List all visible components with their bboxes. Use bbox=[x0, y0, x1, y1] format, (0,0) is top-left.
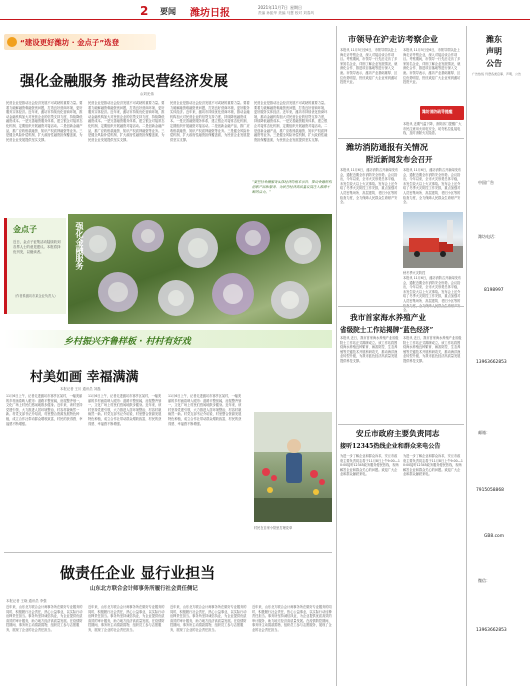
right-article-4-title: 我市首家海水养殖产业 bbox=[350, 313, 426, 322]
sidebar-entry-value-7: GB8.com bbox=[484, 534, 504, 539]
sidebar-entry-label-2: 潍坊电话： bbox=[478, 234, 498, 239]
sidebar-brand-1: 潍东 bbox=[486, 34, 502, 44]
sidebar-entry-label-5: 邮箱： bbox=[478, 430, 490, 435]
right-divider-3 bbox=[338, 424, 464, 425]
right-article-1-title: 市领导在沪走访考察企业 bbox=[348, 34, 439, 44]
rural-revitalization-band bbox=[4, 330, 332, 348]
right-divider-1 bbox=[338, 138, 464, 139]
editor-line: 责编 孙振华 美编 马慧 校对 刘春风 bbox=[258, 11, 315, 15]
right-article-3-body-c: 本报讯 11月6日，潍坊消防召开新闻发布会，通报近期全市消防安全形势。会议指出，今年以来，全市火灾形势总体平稳，未发生较大以上火灾事故。发布会上还介绍了冬季火灾防控工作安排，重点加强对人员密集场所、高层建筑、老旧小区等的 全。 bbox=[403, 276, 462, 313]
right-article-3-body-b: 本报讯 11月6日，潍坊消防召开新闻发布会，通报近期全市消防安全形势。会议指出，今年以来，全市火灾形势总体平稳，未发生较大以上火灾事故。发布会上还介绍了冬季火灾防控工作安排，重点加强对人员密集场所、高层建筑、老旧小区等的检查力度，全力保障人民群众生命财产安全。 bbox=[403, 168, 462, 205]
right-article-4-subtitle: 省级院士工作站揭牌“蓝色经济” bbox=[340, 326, 434, 334]
lead-article-body-col2: 民营企业是推动社会经济发展不可或缺的重要力量。要着力破解融资难融资贵问题，打造良好营商环境，更好服务实体经济。近年来，潍坊市持续优化营商环境，推动金融机构加大对民营企业的信贷支持力度，持续降低融资成本。一是完善融资服务体系，建立银企对接常态化机制，定期组织开展融资对接活动。二是创新金融产品，推广应收账款融资、知识产权质押融资等业务。三是健全风险补偿机制，扩大政府性融资担保覆盖面，为民营企业发展提供坚实支撑。 bbox=[88, 101, 165, 142]
right-article-5-title: 安丘市政府主要负责同志 bbox=[356, 429, 440, 438]
issue-date: 2021年11月7日 bbox=[258, 5, 288, 10]
lead-article-byline: ◎刘光伟 bbox=[140, 92, 154, 96]
bottom-article-subtitle: 山东北方联合会计师事务所履行社会责任侧记 bbox=[90, 586, 198, 592]
sidebar-entry-value-9: 13963662853 bbox=[476, 628, 507, 633]
column-divider-left bbox=[336, 26, 337, 686]
golden-idea-icon bbox=[7, 37, 17, 47]
villager-illustration bbox=[254, 412, 332, 522]
sidebar-brand-3: 公告 bbox=[486, 58, 502, 68]
rural-band-text: 乡村振兴齐鲁样板 · 村村有好戏 bbox=[64, 337, 191, 347]
right-divider-2 bbox=[338, 306, 464, 307]
village-photo-caption: 村民在自家小院里打理花草 bbox=[254, 526, 293, 530]
lead-article-quote: “要坚持金融服务实体经济的根本宗旨，推动金融机构创新产品和服务，为民营经济高质量发展注入源源不断的活力。” bbox=[252, 180, 332, 194]
photo-overlay-caption: 强化金融服务 bbox=[75, 222, 84, 270]
right-article-3-body-a: 本报讯 11月6日，潍坊消防召开新闻发布会，通报近期全市消防安全形势。会议指出，今年以来，全市火灾形势总体平稳，未发生较大以上火灾事故。发布会上还介绍了冬季火灾防控工作安排，重点加强对人员密集场所、高层建筑、老旧小区等的检查力度，全力保障人民群众生命财产安全。 bbox=[340, 168, 399, 205]
lead-article-title: 强化金融服务 推动民营经济发展 bbox=[20, 73, 229, 90]
right-article-2-body: 本报讯 近期气温下降，消防部门提醒广大市民注意用火用电安全，切勿私拉乱接电线，及时消除火灾隐患。 bbox=[403, 122, 462, 136]
paper-name: 潍坊日报 bbox=[190, 8, 230, 19]
bottom-article-body-col2: 近年来，山东北方联合会计师事务所在做好专业服务的同时，积极履行社会责任，热心公益事业，以实际行动诠释责任担当。事务所坚持诚信执业，为企业提供优质高效的审计服务，助力地方经济高质量发展。在疫情防控期间，事务所主动捐款捐物，组织员工参与志愿服务，展现了企业的社会责任担当。 bbox=[88, 605, 165, 632]
sidebar-entry-value-3: 8198997 bbox=[484, 288, 504, 293]
village-article-body-col1: 11月6日上午，记者走进潍坊市寒亭区某村，一幅美丽的乡村画卷映入眼帘：道路平整宽阔，房屋整齐划一，文化广场上村民们悠闲地散步健身。近年来，该村坚持党建引领，大力推进人居环境整治，村容村貌焕然一新。村党支部书记介绍说，村里整合资源发展特色种植，成立合作社带动群众增收致富，村民的获得感、幸福感不断增强。 bbox=[6, 394, 83, 426]
cabbage-illustration bbox=[68, 214, 332, 324]
bottom-article-byline: 本报记者 王晓 通讯员 李强 bbox=[6, 599, 47, 603]
right-article-5-body-a: 为进一步了解企业和群众诉求，安丘市政府主要负责同志将于11月8日上午9:00—10:00接听12345政务服务便民热线，现场解答企业和群众关心的问题。欢迎广大企业和群众踊跃来电。 bbox=[340, 454, 400, 477]
ornamental-cabbage-photo bbox=[68, 214, 332, 324]
right-article-5-subtitle: 接听12345热线企业和群众来电公告 bbox=[340, 443, 441, 450]
golden-idea-box-text: 近日，金点子征集活动陆续收到各界人士的意见建议。本报将择优刊发，以飨读者。 bbox=[13, 240, 61, 254]
sidebar-brand-2: 声明 bbox=[486, 46, 502, 56]
bottom-article-body-col4: 近年来，山东北方联合会计师事务所在做好专业服务的同时，积极履行社会责任，热心公益事业，以实际行动诠释责任担当。事务所坚持诚信执业，为企业提供优质高效的审计服务，助力地方经济高质量发展。在疫情防控期间，事务所主动捐款捐物，组织员工参与志愿服务，展现了企业的社会责任担当。 bbox=[252, 605, 332, 632]
page-number: 2 bbox=[140, 4, 149, 18]
bottom-article-title: 做责任企业 显行业担当 bbox=[60, 564, 216, 582]
village-article-title: 村美如画 幸福满满 bbox=[30, 370, 139, 385]
sidebar-entry-value-4: 13963662853 bbox=[476, 360, 507, 365]
lead-article-body-col4: 民营企业是推动社会经济发展不可或缺的重要力量。要着力破解融资难融资贵问题，打造良好营商环境，更好服务实体经济。近年来，潍坊市持续优化营商环境，推动金融机构加大对民营企业的信贷支持力度，持续降低融资成本。一是完善融资服务体系，建立银企对接常态化机制，定期组织开展融资对接活动。二是创新金融产品，推广应收账款融资、知识产权质押融资等业务。三是健全风险补偿机制，扩大政府性融资担保覆盖面，为民营企业发展提供坚实支撑。 bbox=[254, 101, 328, 142]
section-label: 要闻 bbox=[160, 7, 176, 16]
banner-text: “建设更好潍坊 · 金点子”选登 bbox=[20, 38, 119, 47]
right-article-4-body-b: 本报讯 近日，我市首家海水养殖产业省级院士工作站正式揭牌成立。该工作站将围绕海水养殖良种繁育、病害防控、生态养殖等关键技术开展科研攻关，推动海洋渔业转型升级，为我市蓝色经济高质量发展提供科技支撑。 bbox=[403, 336, 462, 363]
village-article-body-col2: 11月6日上午，记者走进潍坊市寒亭区某村，一幅美丽的乡村画卷映入眼帘：道路平整宽阔，房屋整齐划一，文化广场上村民们悠闲地散步健身。近年来，该村坚持党建引领，大力推进人居环境整治，村容村貌焕然一新。村党支部书记介绍说，村里整合资源发展特色种植，成立合作社带动群众增收致富，村民的获得感、幸福感不断增强。 bbox=[88, 394, 162, 426]
sidebar-contact-text: 广告热线 刊登各类启事、声明、公告 bbox=[472, 72, 521, 76]
golden-idea-box bbox=[4, 218, 66, 314]
right-article-1-body-b: 本报讯 11月5日至6日，市领导带队赴上海走访考察企业，深入对接洽谈合作项目。考察期间，市领导一行先后走访了多家知名企业，详细了解企业发展情况，就深化合作、推进项目落地等进行深入交流。市领导表示，潍坊产业基础雄厚、区位优势明显，热忱欢迎广大企业家到潍坊投资兴业。 bbox=[403, 48, 461, 85]
bottom-article-body-col3: 近年来，山东北方联合会计师事务所在做好专业服务的同时，积极履行社会责任，热心公益事业，以实际行动诠释责任担当。事务所坚持诚信执业，为企业提供优质高效的审计服务，助力地方经济高质量发展。在疫情防控期间，事务所主动捐款捐物，组织员工参与志愿服务，展现了企业的社会责任担当。 bbox=[170, 605, 247, 632]
golden-idea-box-label: 金点子 bbox=[13, 225, 37, 234]
sidebar-entry-value-6: 7915058868 bbox=[476, 488, 504, 493]
lead-article-body-col3: 民营企业是推动社会经济发展不可或缺的重要力量。要着力破解融资难融资贵问题，打造良好营商环境，更好服务实体经济。近年来，潍坊市持续优化营商环境，推动金融机构加大对民营企业的信贷支持力度，持续降低融资成本。一是完善融资服务体系，建立银企对接常态化机制，定期组织开展融资对接活动。二是创新金融产品，推广应收账款融资、知识产权质押融资等业务。三是健全风险补偿机制，扩大政府性融资担保覆盖面，为民营企业发展提供坚实支撑。 bbox=[170, 101, 250, 142]
fire-truck-illustration bbox=[403, 212, 463, 268]
fire-safety-emblem-text: 潍坊消防疏导提醒 bbox=[422, 109, 453, 114]
sidebar-entry-label-1: 中国广告 bbox=[478, 180, 494, 185]
issue-weekday: 星期日 bbox=[290, 5, 302, 10]
right-photo-caption: 秋冬季火灾防控 bbox=[403, 271, 426, 275]
right-article-1-body-a: 本报讯 11月5日至6日，市领导带队赴上海走访考察企业，深入对接洽谈合作项目。考察期间，市领导一行先后走访了多家知名企业，详细了解企业发展情况，就深化合作、推进项目落地等进行深入交流。市领导表示，潍坊产业基础雄厚、区位优势明显，热忱欢迎广大企业家到潍坊投资兴业。 bbox=[340, 48, 398, 85]
village-article-body-col3: 11月6日上午，记者走进潍坊市寒亭区某村，一幅美丽的乡村画卷映入眼帘：道路平整宽阔，房屋整齐划一，文化广场上村民们悠闲地散步健身。近年来，该村坚持党建引领，大力推进人居环境整治，村容村貌焕然一新。村党支部书记介绍说，村里整合资源发展特色种植，成立合作社带动群众增收致富，村民的获得感、幸福感不断增强。 bbox=[168, 394, 242, 426]
villager-garden-photo bbox=[254, 412, 332, 522]
sidebar-entry-label-8: 微信： bbox=[478, 578, 490, 583]
right-article-4-body-a: 本报讯 近日，我市首家海水养殖产业省级院士工作站正式揭牌成立。该工作站将围绕海水养殖良种繁育、病害防控、生态养殖等关键技术开展科研攻关，推动海洋渔业转型升级，为我市蓝色经济高质量发展提供科技支撑。 bbox=[340, 336, 399, 363]
fire-drill-photo bbox=[403, 212, 463, 268]
right-article-3-title: 潍坊消防通报有关情况 bbox=[346, 142, 428, 152]
fire-safety-emblem bbox=[420, 106, 464, 120]
right-article-5-body-b: 为进一步了解企业和群众诉求，安丘市政府主要负责同志将于11月8日上午9:00—10:00接听12345政务服务便民热线，现场解答企业和群众关心的问题。欢迎广大企业和群众踊跃来电。 bbox=[403, 454, 463, 477]
golden-idea-box-author: （作者系潍坊市某企业负责人） bbox=[13, 294, 58, 298]
bottom-article-body-col1: 近年来，山东北方联合会计师事务所在做好专业服务的同时，积极履行社会责任，热心公益事业，以实际行动诠释责任担当。事务所坚持诚信执业，为企业提供优质高效的审计服务，助力地方经济高质量发展。在疫情防控期间，事务所主动捐款捐物，组织员工参与志愿服务，展现了企业的社会责任担当。 bbox=[6, 605, 83, 632]
sidebar bbox=[468, 26, 530, 686]
right-article-3-subtitle: 附近新闻发布会召开 bbox=[366, 155, 433, 164]
golden-idea-banner bbox=[4, 34, 156, 50]
masthead bbox=[0, 0, 530, 20]
bottom-section-divider bbox=[4, 552, 332, 553]
village-article-byline: 本报记者 王川 通讯员 刘磊 bbox=[60, 387, 101, 391]
lead-article-body-col1: 民营企业是推动社会经济发展不可或缺的重要力量。要着力破解融资难融资贵问题，打造良好营商环境，更好服务实体经济。近年来，潍坊市持续优化营商环境，推动金融机构加大对民营企业的信贷支持力度，持续降低融资成本。一是完善融资服务体系，建立银企对接常态化机制，定期组织开展融资对接活动。二是创新金融产品，推广应收账款融资、知识产权质押融资等业务。三是健全风险补偿机制，扩大政府性融资担保覆盖面，为民营企业发展提供坚实支撑。 bbox=[6, 101, 83, 142]
column-divider-right bbox=[466, 26, 467, 686]
